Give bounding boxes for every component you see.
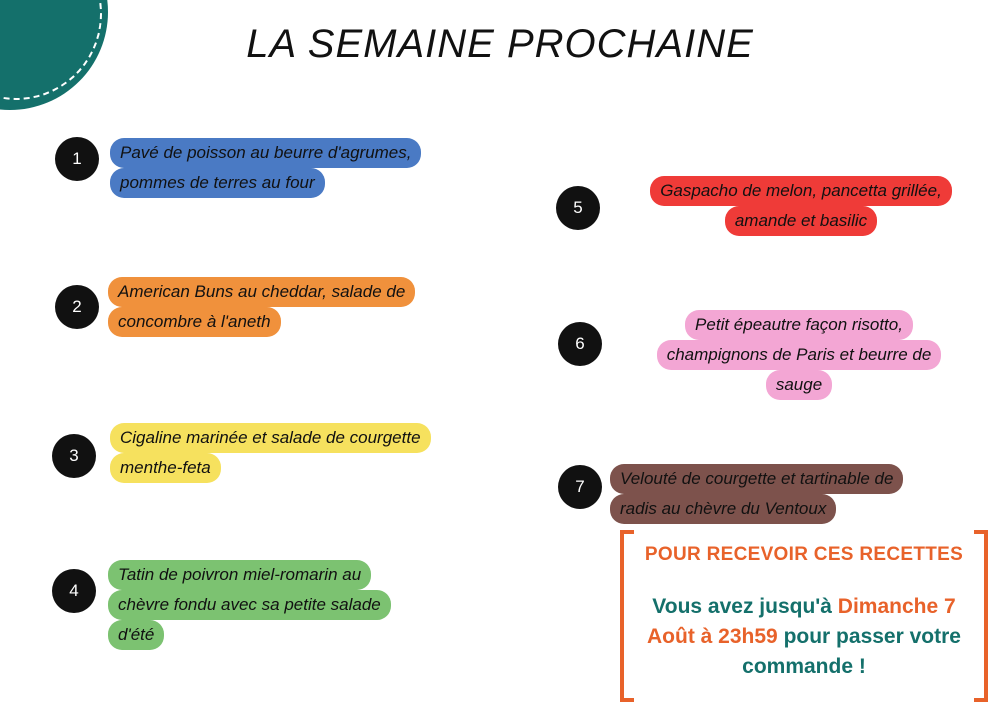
menu-item-number-6: 6 — [558, 322, 602, 366]
cta-body — [642, 592, 966, 682]
menu-line: Petit épeautre façon risotto, — [685, 310, 913, 340]
cta-line2-part2: pour passer — [777, 625, 904, 648]
menu-line: Gaspacho de melon, pancetta grillée, — [650, 176, 952, 206]
menu-item-text-2 — [108, 277, 415, 337]
menu-line: sauge — [766, 370, 832, 400]
menu-line: concombre à l'aneth — [108, 307, 281, 337]
menu-item-text-5 — [608, 176, 994, 236]
cta-line1-highlight: Dimanche 7 — [837, 595, 956, 618]
menu-line: d'été — [108, 620, 164, 650]
menu-line: Cigaline marinée et salade de courgette — [110, 423, 431, 453]
menu-item-number-2: 2 — [55, 285, 99, 329]
menu-item-text-4 — [108, 560, 391, 650]
cta-line2-highlight: Août à 23h59 — [647, 625, 778, 648]
menu-line: Tatin de poivron miel-romarin au — [108, 560, 371, 590]
menu-line: menthe-feta — [110, 453, 221, 483]
menu-item-text-3 — [110, 423, 431, 483]
menu-line: radis au chèvre du Ventoux — [610, 494, 836, 524]
menu-item-number-4: 4 — [52, 569, 96, 613]
cta-box — [620, 530, 988, 702]
menu-item-number-5: 5 — [556, 186, 600, 230]
menu-line: chèvre fondu avec sa petite salade — [108, 590, 391, 620]
cta-line1-part1: Vous avez jusqu'à — [652, 595, 838, 618]
menu-item-text-6 — [608, 310, 990, 400]
menu-item-text-1 — [110, 138, 421, 198]
menu-line: American Buns au cheddar, salade de — [108, 277, 415, 307]
menu-line: amande et basilic — [725, 206, 877, 236]
menu-item-number-7: 7 — [558, 465, 602, 509]
cta-title: POUR RECEVOIR CES RECETTES — [644, 544, 964, 565]
menu-line: Pavé de poisson au beurre d'agrumes, — [110, 138, 421, 168]
menu-line: champignons de Paris et beurre de — [657, 340, 942, 370]
cta-line3: votre commande ! — [742, 625, 961, 678]
menu-item-number-3: 3 — [52, 434, 96, 478]
page-title: LA SEMAINE PROCHAINE — [246, 22, 754, 66]
menu-item-text-7 — [610, 464, 903, 524]
menu-line: Velouté de courgette et tartinable de — [610, 464, 903, 494]
menu-item-number-1: 1 — [55, 137, 99, 181]
menu-line: pommes de terres au four — [110, 168, 325, 198]
